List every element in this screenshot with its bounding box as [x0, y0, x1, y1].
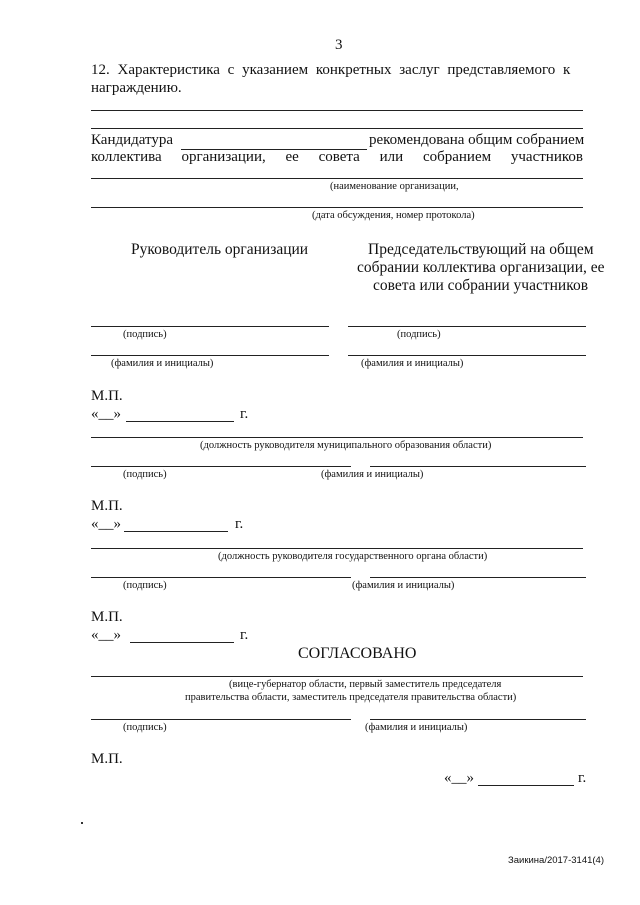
date-line-4 — [478, 785, 574, 786]
characteristic-line-2 — [91, 128, 583, 129]
stamp-label-3: М.П. — [91, 609, 123, 625]
governor-signature-caption: (подпись) — [123, 722, 167, 733]
governor-line — [91, 676, 583, 677]
governor-caption-line1: (вице-губернатор области, первый заместитель председателя — [229, 679, 502, 690]
chair-title-line3: совета или собрании участников — [373, 277, 589, 294]
date-line-3 — [130, 642, 234, 643]
state-body-head-line — [91, 548, 583, 549]
item-12-title-line1: 12. Характеристика с указанием конкретных заслуг представляемого к — [91, 62, 571, 78]
discussion-date-caption: (дата обсуждения, номер протокола) — [312, 210, 475, 221]
governor-name-caption: (фамилия и инициалы) — [365, 722, 468, 733]
year-suffix-3: г. — [240, 627, 249, 643]
municipal-head-line — [91, 437, 583, 438]
date-open-1: «__» — [91, 406, 121, 422]
state-signature-caption: (подпись) — [123, 580, 167, 591]
candidacy-label: Кандидатура — [91, 132, 174, 148]
state-body-head-caption: (должность руководителя государственного органа области) — [218, 551, 488, 562]
date-line-2 — [124, 531, 228, 532]
stamp-label-4: М.П. — [91, 751, 123, 767]
characteristic-line-1 — [91, 110, 583, 111]
chair-signature-line — [348, 326, 586, 327]
candidacy-word: организации, — [181, 149, 266, 165]
page-number: 3 — [335, 37, 343, 53]
footer-code: Заикина/2017-3141(4) — [508, 855, 605, 866]
org-name-line — [91, 178, 583, 179]
state-signature-line — [91, 577, 351, 578]
date-open-2: «__» — [91, 516, 121, 532]
approved-heading: СОГЛАСОВАНО — [298, 645, 417, 662]
scan-speck — [81, 822, 83, 824]
chair-name-line — [348, 355, 586, 356]
chair-title-line2: собрании коллектива организации, ее — [357, 259, 605, 276]
org-head-name-line — [91, 355, 329, 356]
item-12-title-line2: награждению. — [91, 80, 182, 96]
candidacy-word: совета — [318, 149, 360, 165]
date-line-1 — [126, 421, 234, 422]
chair-signature-caption: (подпись) — [397, 329, 441, 340]
org-head-signature-caption: (подпись) — [123, 329, 167, 340]
recommended-text: рекомендована общим собранием — [369, 132, 585, 148]
state-name-caption: (фамилия и инициалы) — [352, 580, 455, 591]
candidacy-row2 — [91, 149, 583, 166]
candidacy-word: ее — [285, 149, 299, 165]
discussion-date-line — [91, 207, 583, 208]
year-suffix-4: г. — [578, 770, 587, 786]
chair-title-line1: Председательствующий на общем — [368, 241, 594, 258]
municipal-signature-caption: (подпись) — [123, 469, 167, 480]
date-open-4: «__» — [444, 770, 474, 786]
stamp-label-1: М.П. — [91, 388, 123, 404]
governor-signature-line — [91, 719, 351, 720]
org-head-title: Руководитель организации — [131, 241, 309, 258]
org-head-signature-line — [91, 326, 329, 327]
governor-caption-line2: правительства области, заместитель председателя правительства области) — [185, 692, 517, 703]
municipal-name-line — [370, 466, 586, 467]
governor-name-line — [370, 719, 586, 720]
year-suffix-2: г. — [235, 516, 244, 532]
candidacy-word: собранием — [422, 149, 492, 165]
date-open-3: «__» — [91, 627, 121, 643]
org-name-caption: (наименование организации, — [330, 181, 459, 192]
candidacy-word: или — [379, 149, 404, 165]
municipal-signature-line — [91, 466, 351, 467]
year-suffix-1: г. — [240, 406, 249, 422]
org-head-name-caption: (фамилия и инициалы) — [111, 358, 214, 369]
candidacy-word: участников — [510, 149, 583, 165]
state-name-line — [370, 577, 586, 578]
municipal-head-caption: (должность руководителя муниципального образования области) — [200, 440, 492, 451]
municipal-name-caption: (фамилия и инициалы) — [321, 469, 424, 480]
stamp-label-2: М.П. — [91, 498, 123, 514]
chair-name-caption: (фамилия и инициалы) — [361, 358, 464, 369]
candidacy-word: коллектива — [91, 149, 162, 165]
